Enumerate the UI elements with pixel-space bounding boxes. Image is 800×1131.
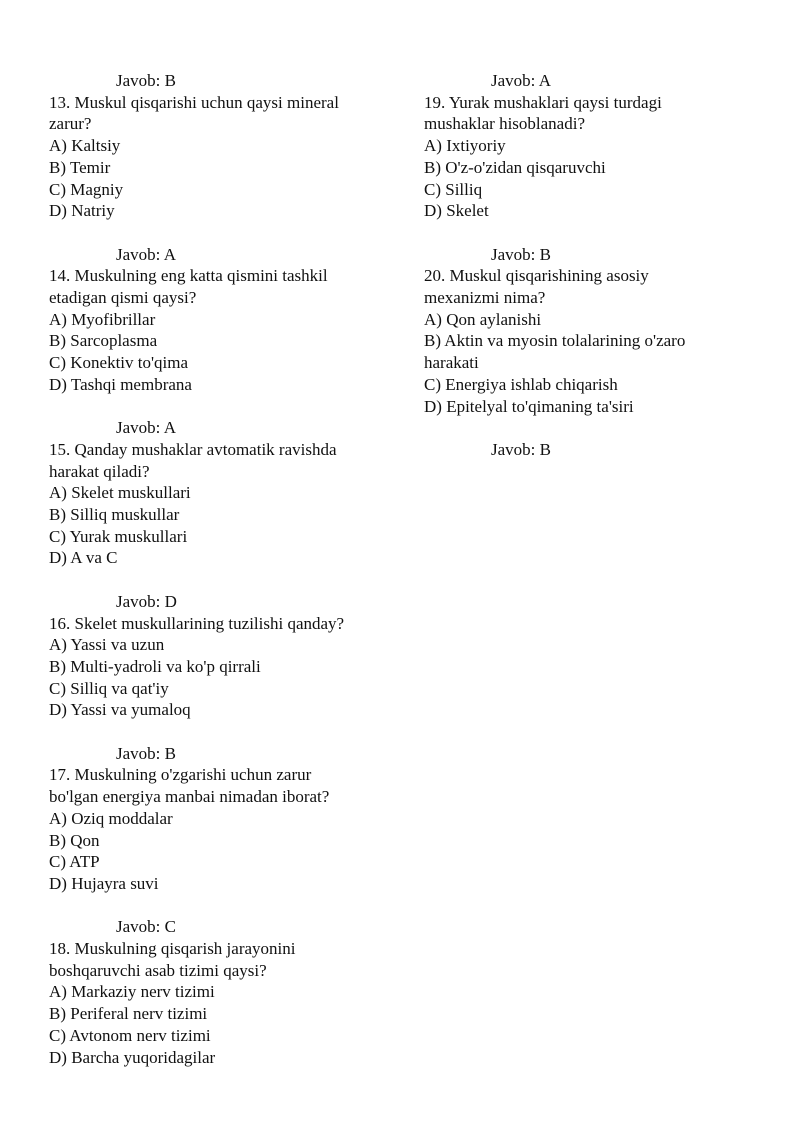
- option-d: D) Natriy: [49, 201, 115, 221]
- option-b: B) O'z-o'zidan qisqaruvchi: [424, 157, 606, 177]
- answer-line: Javob: D: [116, 591, 177, 611]
- answer-line: Javob: A: [491, 71, 551, 90]
- answer-line: Javob: B: [116, 71, 176, 90]
- option-a: A) Ixtiyoriy: [424, 136, 506, 156]
- option-a: A) Yassi va uzun: [49, 635, 165, 655]
- question-block-20: [424, 244, 764, 439]
- question-text-line: 14. Muskulning eng katta qismini tashkil: [49, 266, 328, 286]
- question-text-line: bo'lgan energiya manbai nimadan iborat?: [49, 787, 330, 807]
- answer-line: Javob: B: [116, 743, 176, 763]
- option-c: C) Energiya ishlab chiqarish: [424, 374, 618, 394]
- option-c: C) Magniy: [49, 179, 124, 199]
- question-text-line: 15. Qanday mushaklar avtomatik ravishda: [49, 439, 337, 459]
- right-column: [424, 70, 764, 461]
- option-d: D) A va C: [49, 548, 118, 568]
- spacer: [49, 895, 389, 917]
- option-a: A) Qon aylanishi: [424, 309, 542, 329]
- option-b-continued: harakati: [424, 353, 479, 373]
- option-d: D) Tashqi membrana: [49, 374, 192, 394]
- answer-line: Javob: A: [116, 244, 176, 264]
- option-c: C) ATP: [49, 852, 100, 872]
- spacer: [49, 396, 389, 418]
- option-d: D) Barcha yuqoridagilar: [49, 1047, 216, 1067]
- option-d: D) Skelet: [424, 201, 489, 221]
- question-block-13: [49, 70, 389, 244]
- question-block-19: [424, 70, 764, 244]
- spacer: [49, 222, 389, 244]
- question-block-14: [49, 244, 389, 418]
- option-c: C) Yurak muskullari: [49, 526, 188, 546]
- option-c: C) Silliq: [424, 179, 483, 199]
- answer-line: Javob: A: [116, 418, 176, 438]
- option-c: C) Konektiv to'qima: [49, 353, 189, 373]
- option-b: B) Qon: [49, 830, 100, 850]
- left-column: [49, 70, 389, 1068]
- question-text-line: boshqaruvchi asab tizimi qaysi?: [49, 960, 267, 980]
- option-b: B) Sarcoplasma: [49, 331, 158, 351]
- spacer: [49, 721, 389, 743]
- option-b: B) Temir: [49, 157, 111, 177]
- question-text-line: harakat qiladi?: [49, 461, 150, 481]
- question-block-16: [49, 591, 389, 743]
- option-d: D) Epitelyal to'qimaning ta'siri: [424, 396, 634, 416]
- answer-line: Javob: B: [491, 244, 551, 264]
- spacer: [424, 417, 764, 439]
- question-text-line: 19. Yurak mushaklari qaysi turdagi: [424, 92, 662, 112]
- question-text-line: 17. Muskulning o'zgarishi uchun zarur: [49, 765, 312, 785]
- answer-line: Javob: C: [116, 917, 176, 937]
- question-block-18: [49, 916, 389, 1068]
- option-c: C) Silliq va qat'iy: [49, 678, 169, 698]
- question-text-line: mexanizmi nima?: [424, 288, 546, 308]
- question-text-line: 16. Skelet muskullarining tuzilishi qanday?: [49, 613, 345, 633]
- question-text-line: 18. Muskulning qisqarish jarayonini: [49, 939, 296, 959]
- spacer: [49, 569, 389, 591]
- option-c: C) Avtonom nerv tizimi: [49, 1025, 211, 1045]
- question-text-line: zarur?: [49, 114, 92, 134]
- option-a: A) Kaltsiy: [49, 136, 121, 156]
- question-text-line: 13. Muskul qisqarishi uchun qaysi mineral: [49, 92, 339, 112]
- question-block-15: [49, 417, 389, 591]
- question-text-line: 20. Muskul qisqarishining asosiy: [424, 266, 649, 286]
- final-answer-line: Javob: B: [491, 439, 551, 459]
- question-text-line: etadigan qismi qaysi?: [49, 288, 197, 308]
- option-a: A) Myofibrillar: [49, 309, 156, 329]
- spacer: [424, 222, 764, 244]
- option-b: B) Multi-yadroli va ko'p qirrali: [49, 656, 261, 676]
- option-b: B) Aktin va myosin tolalarining o'zaro: [424, 331, 686, 351]
- option-b: B) Periferal nerv tizimi: [49, 1004, 208, 1024]
- option-a: A) Skelet muskullari: [49, 483, 191, 503]
- option-a: A) Markaziy nerv tizimi: [49, 982, 215, 1002]
- option-a: A) Oziq moddalar: [49, 808, 173, 828]
- question-text-line: mushaklar hisoblanadi?: [424, 114, 585, 134]
- option-d: D) Yassi va yumaloq: [49, 700, 191, 720]
- option-d: D) Hujayra suvi: [49, 873, 159, 893]
- option-b: B) Silliq muskullar: [49, 505, 180, 525]
- question-block-17: [49, 743, 389, 917]
